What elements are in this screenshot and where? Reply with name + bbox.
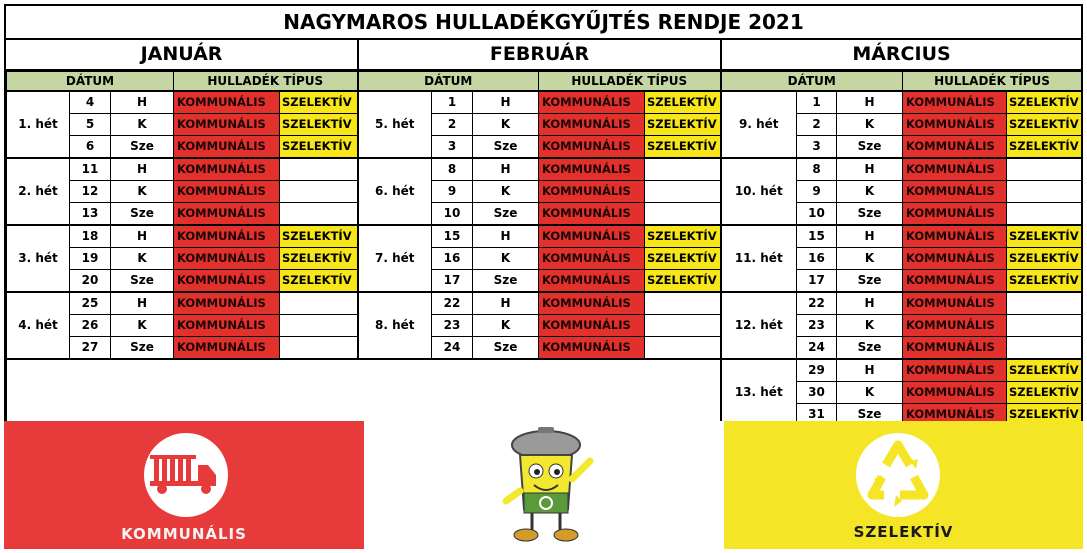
day-number: 31 bbox=[797, 404, 837, 426]
week-label: 11. hét bbox=[721, 225, 797, 292]
day-number: 25 bbox=[70, 292, 111, 315]
szelektiv-cell: SZELEKTÍV bbox=[1007, 359, 1082, 382]
empty-type-cell bbox=[280, 315, 358, 337]
weekday: H bbox=[473, 91, 539, 114]
day-number: 22 bbox=[797, 292, 837, 315]
month-name-january: JANUÁR bbox=[140, 43, 223, 65]
empty-type-cell bbox=[280, 337, 358, 360]
weekday: K bbox=[111, 248, 174, 270]
weekday: K bbox=[473, 248, 539, 270]
kommunalis-cell: KOMMUNÁLIS bbox=[539, 248, 645, 270]
day-number: 23 bbox=[432, 315, 473, 337]
weekday: H bbox=[111, 292, 174, 315]
month-header-row bbox=[6, 40, 1081, 71]
kommunalis-cell: KOMMUNÁLIS bbox=[174, 270, 280, 293]
empty-cell bbox=[7, 359, 721, 426]
empty-type-cell bbox=[645, 203, 721, 226]
szelektiv-cell: SZELEKTÍV bbox=[1007, 248, 1082, 270]
kommunalis-cell: KOMMUNÁLIS bbox=[174, 158, 280, 181]
day-number: 16 bbox=[432, 248, 473, 270]
szelektiv-cell: SZELEKTÍV bbox=[280, 225, 358, 248]
kommunalis-cell: KOMMUNÁLIS bbox=[539, 114, 645, 136]
type-header: HULLADÉK TÍPUS bbox=[539, 72, 721, 92]
day-number: 3 bbox=[432, 136, 473, 159]
empty-type-cell bbox=[645, 337, 721, 360]
weekday: H bbox=[837, 225, 903, 248]
kommunalis-label: KOMMUNÁLIS bbox=[121, 525, 247, 543]
week-label: 3. hét bbox=[7, 225, 70, 292]
week-label: 12. hét bbox=[721, 292, 797, 359]
table-row bbox=[7, 359, 1082, 382]
weekday: H bbox=[473, 158, 539, 181]
szelektiv-cell: SZELEKTÍV bbox=[1007, 136, 1082, 159]
szelektiv-cell: SZELEKTÍV bbox=[280, 114, 358, 136]
weekday: H bbox=[111, 91, 174, 114]
kommunalis-cell: KOMMUNÁLIS bbox=[174, 248, 280, 270]
szelektiv-cell: SZELEKTÍV bbox=[280, 248, 358, 270]
weekday: Sze bbox=[473, 203, 539, 226]
kommunalis-cell: KOMMUNÁLIS bbox=[903, 158, 1007, 181]
kommunalis-cell: KOMMUNÁLIS bbox=[903, 404, 1007, 426]
szelektiv-cell: SZELEKTÍV bbox=[1007, 404, 1082, 426]
schedule-body bbox=[7, 72, 1082, 426]
day-number: 24 bbox=[432, 337, 473, 360]
type-header: HULLADÉK TÍPUS bbox=[903, 72, 1082, 92]
weekday: K bbox=[837, 315, 903, 337]
kommunalis-cell: KOMMUNÁLIS bbox=[174, 136, 280, 159]
week-label: 4. hét bbox=[7, 292, 70, 359]
kommunalis-cell: KOMMUNÁLIS bbox=[539, 136, 645, 159]
day-number: 13 bbox=[70, 203, 111, 226]
kommunalis-cell: KOMMUNÁLIS bbox=[903, 337, 1007, 360]
szelektiv-cell: SZELEKTÍV bbox=[645, 91, 721, 114]
table-row bbox=[7, 248, 1082, 270]
day-number: 16 bbox=[797, 248, 837, 270]
szelektiv-cell: SZELEKTÍV bbox=[645, 225, 721, 248]
weekday: K bbox=[111, 114, 174, 136]
weekday: Sze bbox=[473, 136, 539, 159]
empty-type-cell bbox=[1007, 315, 1082, 337]
szelektiv-cell: SZELEKTÍV bbox=[645, 248, 721, 270]
day-number: 22 bbox=[432, 292, 473, 315]
szelektiv-cell: SZELEKTÍV bbox=[1007, 382, 1082, 404]
day-number: 29 bbox=[797, 359, 837, 382]
kommunalis-cell: KOMMUNÁLIS bbox=[903, 359, 1007, 382]
week-label: 10. hét bbox=[721, 158, 797, 225]
kommunalis-cell: KOMMUNÁLIS bbox=[903, 248, 1007, 270]
mascot-panel bbox=[364, 421, 724, 549]
empty-type-cell bbox=[645, 158, 721, 181]
szelektiv-cell: SZELEKTÍV bbox=[645, 114, 721, 136]
weekday: Sze bbox=[111, 136, 174, 159]
day-number: 2 bbox=[432, 114, 473, 136]
day-number: 30 bbox=[797, 382, 837, 404]
kommunalis-cell: KOMMUNÁLIS bbox=[539, 181, 645, 203]
day-number: 8 bbox=[797, 158, 837, 181]
kommunalis-cell: KOMMUNÁLIS bbox=[903, 136, 1007, 159]
szelektiv-cell: SZELEKTÍV bbox=[645, 270, 721, 293]
week-label: 8. hét bbox=[358, 292, 432, 359]
date-header: DÁTUM bbox=[7, 72, 174, 92]
day-number: 5 bbox=[70, 114, 111, 136]
week-label: 6. hét bbox=[358, 158, 432, 225]
kommunalis-cell: KOMMUNÁLIS bbox=[539, 203, 645, 226]
month-name-march: MÁRCIUS bbox=[720, 40, 1081, 69]
day-number: 10 bbox=[797, 203, 837, 226]
weekday: H bbox=[837, 292, 903, 315]
weekday: K bbox=[837, 114, 903, 136]
table-row bbox=[7, 158, 1082, 181]
table-row bbox=[7, 225, 1082, 248]
day-number: 4 bbox=[70, 91, 111, 114]
weekday: K bbox=[837, 248, 903, 270]
szelektiv-cell: SZELEKTÍV bbox=[1007, 270, 1082, 293]
kommunalis-cell: KOMMUNÁLIS bbox=[539, 292, 645, 315]
table-row bbox=[7, 203, 1082, 226]
day-number: 23 bbox=[797, 315, 837, 337]
kommunalis-cell: KOMMUNÁLIS bbox=[174, 225, 280, 248]
kommunalis-cell: KOMMUNÁLIS bbox=[539, 158, 645, 181]
table-row bbox=[7, 315, 1082, 337]
day-number: 9 bbox=[432, 181, 473, 203]
kommunalis-cell: KOMMUNÁLIS bbox=[903, 292, 1007, 315]
kommunalis-cell: KOMMUNÁLIS bbox=[903, 270, 1007, 293]
kommunalis-cell: KOMMUNÁLIS bbox=[903, 114, 1007, 136]
szelektiv-cell: SZELEKTÍV bbox=[280, 91, 358, 114]
weekday: H bbox=[837, 359, 903, 382]
table-row bbox=[7, 114, 1082, 136]
kommunalis-cell: KOMMUNÁLIS bbox=[903, 225, 1007, 248]
szelektiv-cell: SZELEKTÍV bbox=[645, 136, 721, 159]
type-header: HULLADÉK TÍPUS bbox=[174, 72, 358, 92]
kommunalis-cell: KOMMUNÁLIS bbox=[174, 315, 280, 337]
weekday: H bbox=[837, 91, 903, 114]
kommunalis-cell: KOMMUNÁLIS bbox=[903, 382, 1007, 404]
weekday: Sze bbox=[837, 337, 903, 360]
kommunalis-cell: KOMMUNÁLIS bbox=[903, 181, 1007, 203]
weekday: Sze bbox=[837, 404, 903, 426]
empty-type-cell bbox=[645, 315, 721, 337]
day-number: 24 bbox=[797, 337, 837, 360]
table-row bbox=[7, 136, 1082, 159]
week-label: 5. hét bbox=[358, 91, 432, 158]
kommunalis-cell: KOMMUNÁLIS bbox=[174, 292, 280, 315]
table-row bbox=[7, 337, 1082, 360]
day-number: 3 bbox=[797, 136, 837, 159]
weekday: K bbox=[473, 114, 539, 136]
empty-type-cell bbox=[280, 292, 358, 315]
empty-type-cell bbox=[1007, 292, 1082, 315]
day-number: 20 bbox=[70, 270, 111, 293]
table-row bbox=[7, 91, 1082, 114]
weekday: Sze bbox=[111, 337, 174, 360]
table-row bbox=[7, 181, 1082, 203]
day-number: 1 bbox=[797, 91, 837, 114]
table-row bbox=[7, 292, 1082, 315]
kommunalis-cell: KOMMUNÁLIS bbox=[174, 337, 280, 360]
week-label: 2. hét bbox=[7, 158, 70, 225]
kommunalis-cell: KOMMUNÁLIS bbox=[539, 225, 645, 248]
weekday: K bbox=[111, 181, 174, 203]
kommunalis-cell: KOMMUNÁLIS bbox=[174, 91, 280, 114]
szelektiv-label: SZELEKTÍV bbox=[853, 523, 954, 541]
szelektiv-cell: SZELEKTÍV bbox=[280, 136, 358, 159]
table-row bbox=[7, 270, 1082, 293]
schedule-sheet bbox=[4, 4, 1083, 428]
week-label: 13. hét bbox=[721, 359, 797, 426]
szelektiv-cell: SZELEKTÍV bbox=[1007, 114, 1082, 136]
weekday: K bbox=[837, 382, 903, 404]
kommunalis-cell: KOMMUNÁLIS bbox=[903, 203, 1007, 226]
day-number: 12 bbox=[70, 181, 111, 203]
weekday: K bbox=[111, 315, 174, 337]
kommunalis-cell: KOMMUNÁLIS bbox=[903, 315, 1007, 337]
day-number: 18 bbox=[70, 225, 111, 248]
day-number: 15 bbox=[797, 225, 837, 248]
kommunalis-legend bbox=[4, 421, 364, 549]
day-number: 9 bbox=[797, 181, 837, 203]
week-label: 7. hét bbox=[358, 225, 432, 292]
kommunalis-cell: KOMMUNÁLIS bbox=[174, 114, 280, 136]
empty-type-cell bbox=[1007, 203, 1082, 226]
day-number: 19 bbox=[70, 248, 111, 270]
kommunalis-cell: KOMMUNÁLIS bbox=[539, 337, 645, 360]
empty-type-cell bbox=[280, 158, 358, 181]
weekday: K bbox=[473, 315, 539, 337]
empty-type-cell bbox=[645, 181, 721, 203]
kommunalis-cell: KOMMUNÁLIS bbox=[903, 91, 1007, 114]
day-number: 10 bbox=[432, 203, 473, 226]
trash-can-mascot-icon bbox=[364, 421, 724, 549]
kommunalis-cell: KOMMUNÁLIS bbox=[539, 270, 645, 293]
weekday: H bbox=[473, 225, 539, 248]
kommunalis-cell: KOMMUNÁLIS bbox=[174, 181, 280, 203]
weekday: Sze bbox=[111, 203, 174, 226]
weekday: Sze bbox=[837, 136, 903, 159]
week-label: 1. hét bbox=[7, 91, 70, 158]
weekday: K bbox=[473, 181, 539, 203]
empty-type-cell bbox=[280, 203, 358, 226]
week-label: 9. hét bbox=[721, 91, 797, 158]
legend-strip bbox=[4, 421, 1083, 549]
day-number: 8 bbox=[432, 158, 473, 181]
weekday: Sze bbox=[473, 337, 539, 360]
empty-type-cell bbox=[645, 292, 721, 315]
szelektiv-cell: SZELEKTÍV bbox=[1007, 91, 1082, 114]
empty-type-cell bbox=[1007, 181, 1082, 203]
weekday: H bbox=[111, 158, 174, 181]
weekday: Sze bbox=[837, 270, 903, 293]
weekday: K bbox=[837, 181, 903, 203]
schedule-table bbox=[6, 71, 1082, 426]
weekday: Sze bbox=[111, 270, 174, 293]
weekday: Sze bbox=[837, 203, 903, 226]
date-header: DÁTUM bbox=[721, 72, 903, 92]
szelektiv-cell: SZELEKTÍV bbox=[280, 270, 358, 293]
szelektiv-legend bbox=[724, 421, 1083, 549]
month-name-february: FEBRUÁR bbox=[357, 40, 720, 69]
day-number: 15 bbox=[432, 225, 473, 248]
date-header: DÁTUM bbox=[358, 72, 539, 92]
day-number: 11 bbox=[70, 158, 111, 181]
weekday: H bbox=[111, 225, 174, 248]
empty-type-cell bbox=[1007, 337, 1082, 360]
kommunalis-cell: KOMMUNÁLIS bbox=[174, 203, 280, 226]
kommunalis-cell: KOMMUNÁLIS bbox=[539, 91, 645, 114]
kommunalis-cell: KOMMUNÁLIS bbox=[539, 315, 645, 337]
page-title: NAGYMAROS HULLADÉKGYŰJTÉS RENDJE 2021 bbox=[6, 6, 1081, 40]
day-number: 17 bbox=[432, 270, 473, 293]
day-number: 27 bbox=[70, 337, 111, 360]
day-number: 6 bbox=[70, 136, 111, 159]
empty-type-cell bbox=[1007, 158, 1082, 181]
szelektiv-cell: SZELEKTÍV bbox=[1007, 225, 1082, 248]
empty-type-cell bbox=[280, 181, 358, 203]
day-number: 26 bbox=[70, 315, 111, 337]
day-number: 2 bbox=[797, 114, 837, 136]
day-number: 1 bbox=[432, 91, 473, 114]
column-header-row bbox=[7, 72, 1082, 92]
weekday: H bbox=[837, 158, 903, 181]
weekday: H bbox=[473, 292, 539, 315]
day-number: 17 bbox=[797, 270, 837, 293]
weekday: Sze bbox=[473, 270, 539, 293]
